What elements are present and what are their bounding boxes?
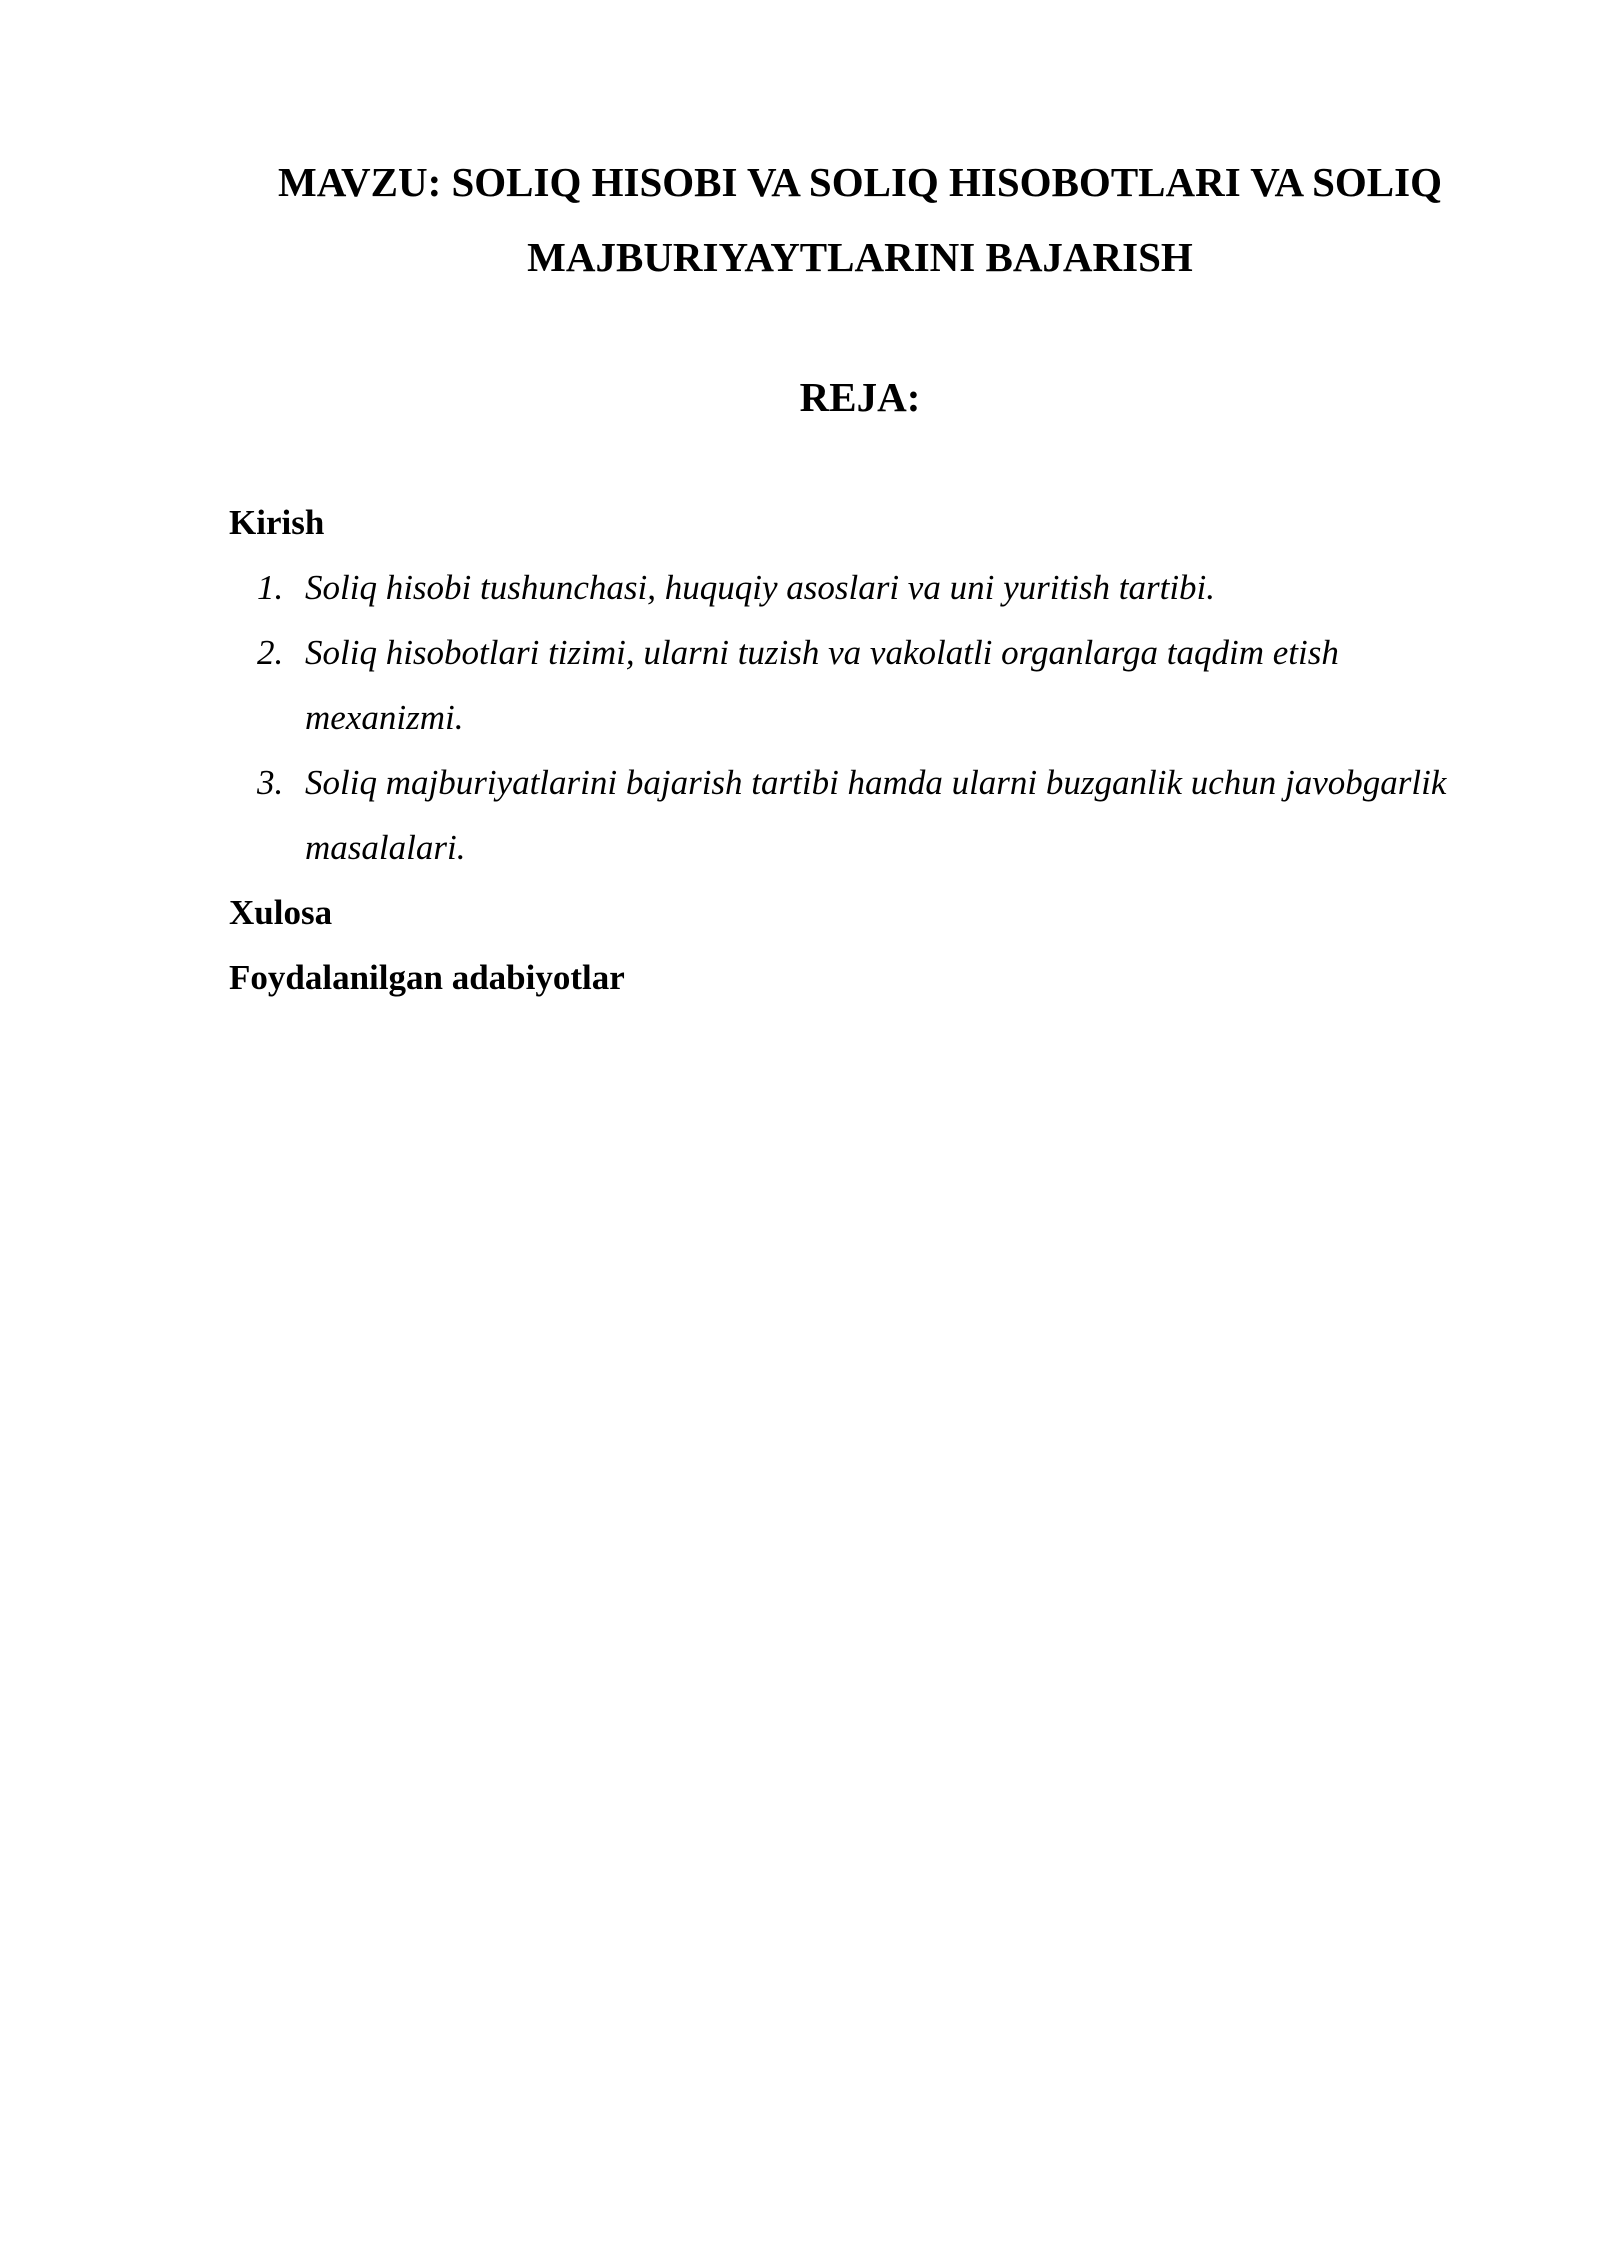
conclusion-label: Xulosa <box>229 893 333 932</box>
plan-item-number: 3. <box>257 763 284 802</box>
plan-item-text: Soliq hisobotlari tizimi, ularni tuzish va vakolatli organlarga taqdim etish mexanizmi. <box>305 633 1339 737</box>
document-title-line-1: MAVZU: SOLIQ HISOBI VA SOLIQ HISOBOTLARI VA SOLIQ <box>278 159 1442 205</box>
plan-list <box>229 555 1459 880</box>
plan-item-text: Soliq majburiyatlarini bajarish tartibi hamda ularni buzganlik uchun javobgarlik masalalari. <box>305 763 1447 867</box>
plan-outline <box>229 490 1459 1010</box>
document-title-line-2: MAJBURIYAYTLARINI BAJARISH <box>527 234 1193 280</box>
plan-list-item <box>229 555 1459 620</box>
plan-list-item <box>229 750 1459 880</box>
plan-heading: REJA: <box>799 374 921 420</box>
plan-item-text: Soliq hisobi tushunchasi, huquqiy asoslari va uni yuritish tartibi. <box>305 568 1216 607</box>
intro-label: Kirish <box>229 503 325 542</box>
document-title <box>220 145 1500 295</box>
plan-item-number: 1. <box>257 568 284 607</box>
plan-item-number: 2. <box>257 633 284 672</box>
references-label: Foydalanilgan adabiyotlar <box>229 958 625 997</box>
plan-list-item <box>229 620 1459 750</box>
